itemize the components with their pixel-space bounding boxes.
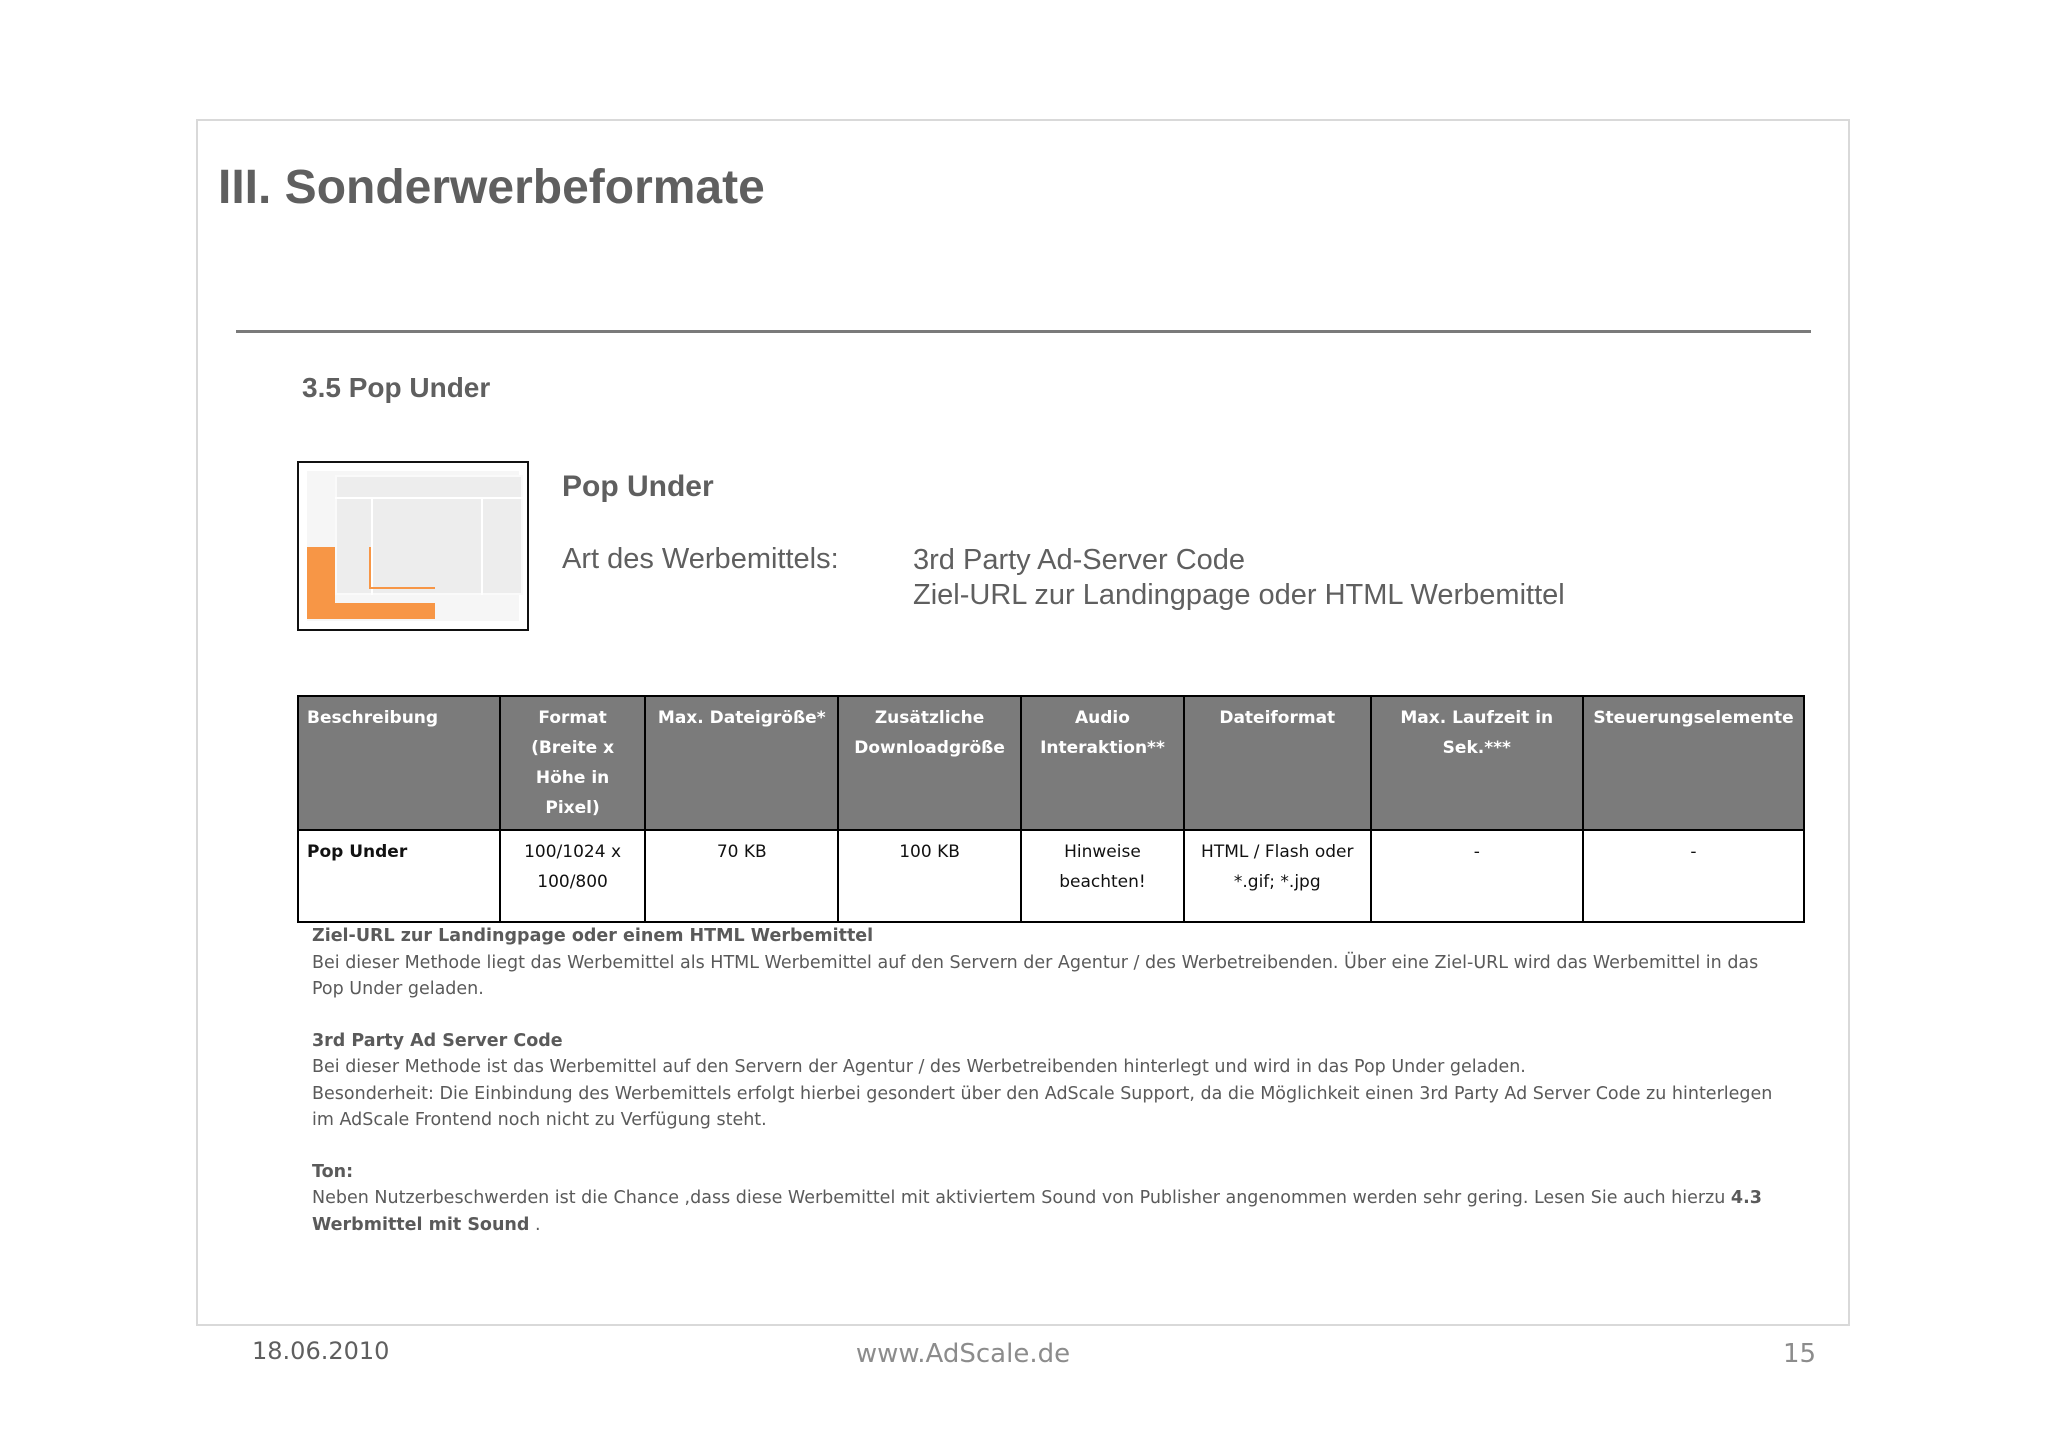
art-value-1: 3rd Party Ad-Server Code [913, 544, 1246, 576]
footer-date: 18.06.2010 [252, 1337, 390, 1365]
note-heading: Ton: [312, 1161, 354, 1182]
art-des-werbemittels-label: Art des Werbemittels: [562, 543, 839, 575]
note-heading: 3rd Party Ad Server Code [312, 1030, 563, 1051]
note-heading: Ziel-URL zur Landingpage oder einem HTML Werbemittel [312, 926, 874, 946]
table-header-row [298, 696, 1804, 830]
table-row [298, 830, 1804, 922]
table-cell: - [1583, 830, 1804, 922]
column-header: Steuerungselemente [1583, 696, 1804, 830]
column-header: Dateiformat [1184, 696, 1371, 830]
art-des-werbemittels-values [913, 543, 1565, 613]
page-number: 15 [1783, 1339, 1817, 1369]
column-header: Format (Breite x Höhe in Pixel) [500, 696, 646, 830]
section-title: 3.5 Pop Under [302, 372, 491, 403]
art-value-2: Ziel-URL zur Landingpage oder HTML Werbemittel [913, 579, 1565, 611]
ton-text: Neben Nutzerbeschwerden ist die Chance ,dass diese Werbemittel mit aktiviertem Sound von Publisher angenommen werden sehr gering. Lesen Sie auch hierzu [312, 1188, 1726, 1208]
table-cell: - [1371, 830, 1583, 922]
note-ton [312, 1159, 1792, 1239]
column-header: Audio Interaktion** [1021, 696, 1184, 830]
ad-heading: Pop Under [562, 470, 714, 503]
column-header: Beschreibung [298, 696, 500, 830]
note-text: Bei dieser Methode ist das Werbemittel auf den Servern der Agentur / des Werbetreibenden hinterlegt und wird in das Pop Under geladen. [312, 1057, 1526, 1077]
note-text [312, 1185, 1792, 1238]
spec-table [297, 695, 1805, 923]
column-header: Max. Laufzeit in Sek.*** [1371, 696, 1583, 830]
table-cell: 100 KB [838, 830, 1021, 922]
ton-reference: 4.3 Werbmittel mit Sound [312, 1188, 1762, 1235]
browser-window-graphic [335, 475, 523, 595]
footer-url: www.AdScale.de [855, 1339, 1071, 1369]
table-cell: 100/1024 x 100/800 [500, 830, 646, 922]
column-header: Max. Dateigröße* [645, 696, 838, 830]
note-ziel-url [312, 923, 1792, 1003]
column-header: Zusätzliche Downloadgröße [838, 696, 1021, 830]
notes-section [312, 923, 1792, 1263]
table-cell: Pop Under [298, 830, 500, 922]
pop-under-illustration [297, 461, 529, 631]
note-text: Besonderheit: Die Einbindung des Werbemittels erfolgt hierbei gesondert über den AdScale Support, da die Möglichkeit einen 3rd Party Ad Server Code zu hinterlegen im AdScale Frontend noch nicht zu Verfügung steht. [312, 1083, 1773, 1130]
page-title: III. Sonderwerbeformate [218, 161, 765, 214]
table-cell: HTML / Flash oder *.gif; *.jpg [1184, 830, 1371, 922]
ton-end: . [529, 1214, 541, 1235]
table-cell: Hinweise beachten! [1021, 830, 1184, 922]
note-3rd-party [312, 1028, 1792, 1134]
note-text: Bei dieser Methode liegt das Werbemittel als HTML Werbemittel auf den Servern der Agentur / des Werbetreibenden. Über eine Ziel-URL wird das Werbemittel in das Pop Under geladen. [312, 952, 1759, 999]
table-cell: 70 KB [645, 830, 838, 922]
title-divider [236, 330, 1811, 333]
